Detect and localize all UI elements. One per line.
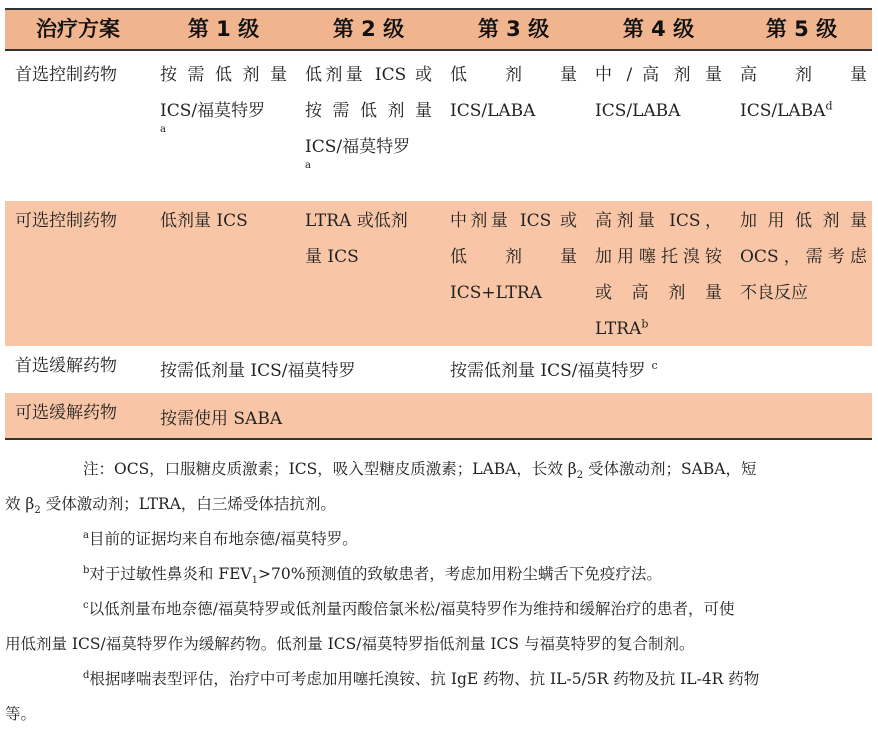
table-header xyxy=(5,8,872,51)
header-scheme: 治疗方案 xyxy=(36,17,120,41)
cell-steps-1-5: 按需使用 SABA xyxy=(160,409,283,429)
row-label: 可选控制药物 xyxy=(15,211,117,231)
cell-steps-3-5: 按需低剂量 ICS/福莫特罗 $^c$ xyxy=(450,359,658,381)
cell-step3: 低 剂 量 ICS/LABA xyxy=(450,65,577,121)
header-step-2: 第 2 级 xyxy=(332,17,405,41)
row-label: 可选缓解药物 xyxy=(15,403,117,423)
footnote-mark: d xyxy=(825,99,833,113)
cell-step2: LTRA 或低剂 量 ICS xyxy=(305,211,408,267)
cell-step1: 按 需 低 剂 量 ICS/福莫特罗 a xyxy=(160,65,287,135)
cell-step5: 加用低剂量 OCS，需考虑 不良反应 xyxy=(740,211,867,303)
cell-step4: 中 / 高 剂 量 ICS/LABA xyxy=(595,65,722,121)
cell-step1: 低剂量 ICS xyxy=(160,211,248,231)
cell-step3: 中剂量 ICS 或 低 剂 量 ICS+LTRA xyxy=(450,211,577,303)
cell-step2: 低剂量 ICS 或 按 需 低 剂 量 ICS/福莫特罗 a xyxy=(305,65,432,171)
cell-step4: 高剂量 ICS， 加用噻托溴铵 或 高 剂 量 LTRA$^b$ xyxy=(595,211,722,339)
row-label: 首选缓解药物 xyxy=(15,356,117,376)
note-abbreviations: 注：OCS，口服糖皮质激素；ICS，吸入型糖皮质激素；LABA，长效 $\beta_2$ 受体激动剂；SABA，短 xyxy=(83,460,757,482)
footnote-mark: a xyxy=(305,160,311,171)
note-c-cont: 用低剂量 ICS/福莫特罗作为缓解药物。低剂量 ICS/福莫特罗指低剂量 ICS 与福莫特罗的复合制剂。 xyxy=(5,635,695,653)
cell-steps-1-2: 按需低剂量 ICS/福莫特罗 xyxy=(160,361,356,381)
footnote-mark: c xyxy=(651,359,658,373)
note-b: $^b$对于过敏性鼻炎和 $FEV_1>70\%$预测值的致敏患者，考虑加用粉尘螨舌下免疫疗法。 xyxy=(83,564,662,587)
header-step-3: 第 3 级 xyxy=(477,17,550,41)
table-notes xyxy=(5,452,865,732)
note-abbreviations-cont: 效 $\beta_2$ 受体激动剂；LTRA，白三烯受体拮抗剂。 xyxy=(5,495,336,517)
note-d: $^d$根据哮喘表型评估，治疗中可考虑加用噻托溴铵、抗 IgE 药物、抗 IL-5/5R 药物及抗 IL-4R 药物 xyxy=(83,669,760,688)
note-a: $^a$目前的证据均来自布地奈德/福莫特罗。 xyxy=(83,529,358,548)
table-row-preferred-controller xyxy=(5,51,872,201)
footnote-mark: b xyxy=(641,317,649,331)
note-d-cont: 等。 xyxy=(5,705,37,723)
cell-step5: 高 剂 量 ICS/LABA$^d$ xyxy=(740,65,867,121)
header-step-1: 第 1 级 xyxy=(187,17,260,41)
note-c: $^c$以低剂量布地奈德/福莫特罗或低剂量丙酸倍氯米松/福莫特罗作为维持和缓解治疗的患者，可使 xyxy=(83,599,735,618)
header-step-4: 第 4 级 xyxy=(622,17,695,41)
footnote-mark: a xyxy=(160,124,166,135)
table-row-preferred-reliever xyxy=(5,346,872,393)
table-row-alternative-controller xyxy=(5,201,872,346)
header-step-5: 第 5 级 xyxy=(765,17,838,41)
table-row-alternative-reliever xyxy=(5,393,872,440)
row-label: 首选控制药物 xyxy=(15,65,117,85)
